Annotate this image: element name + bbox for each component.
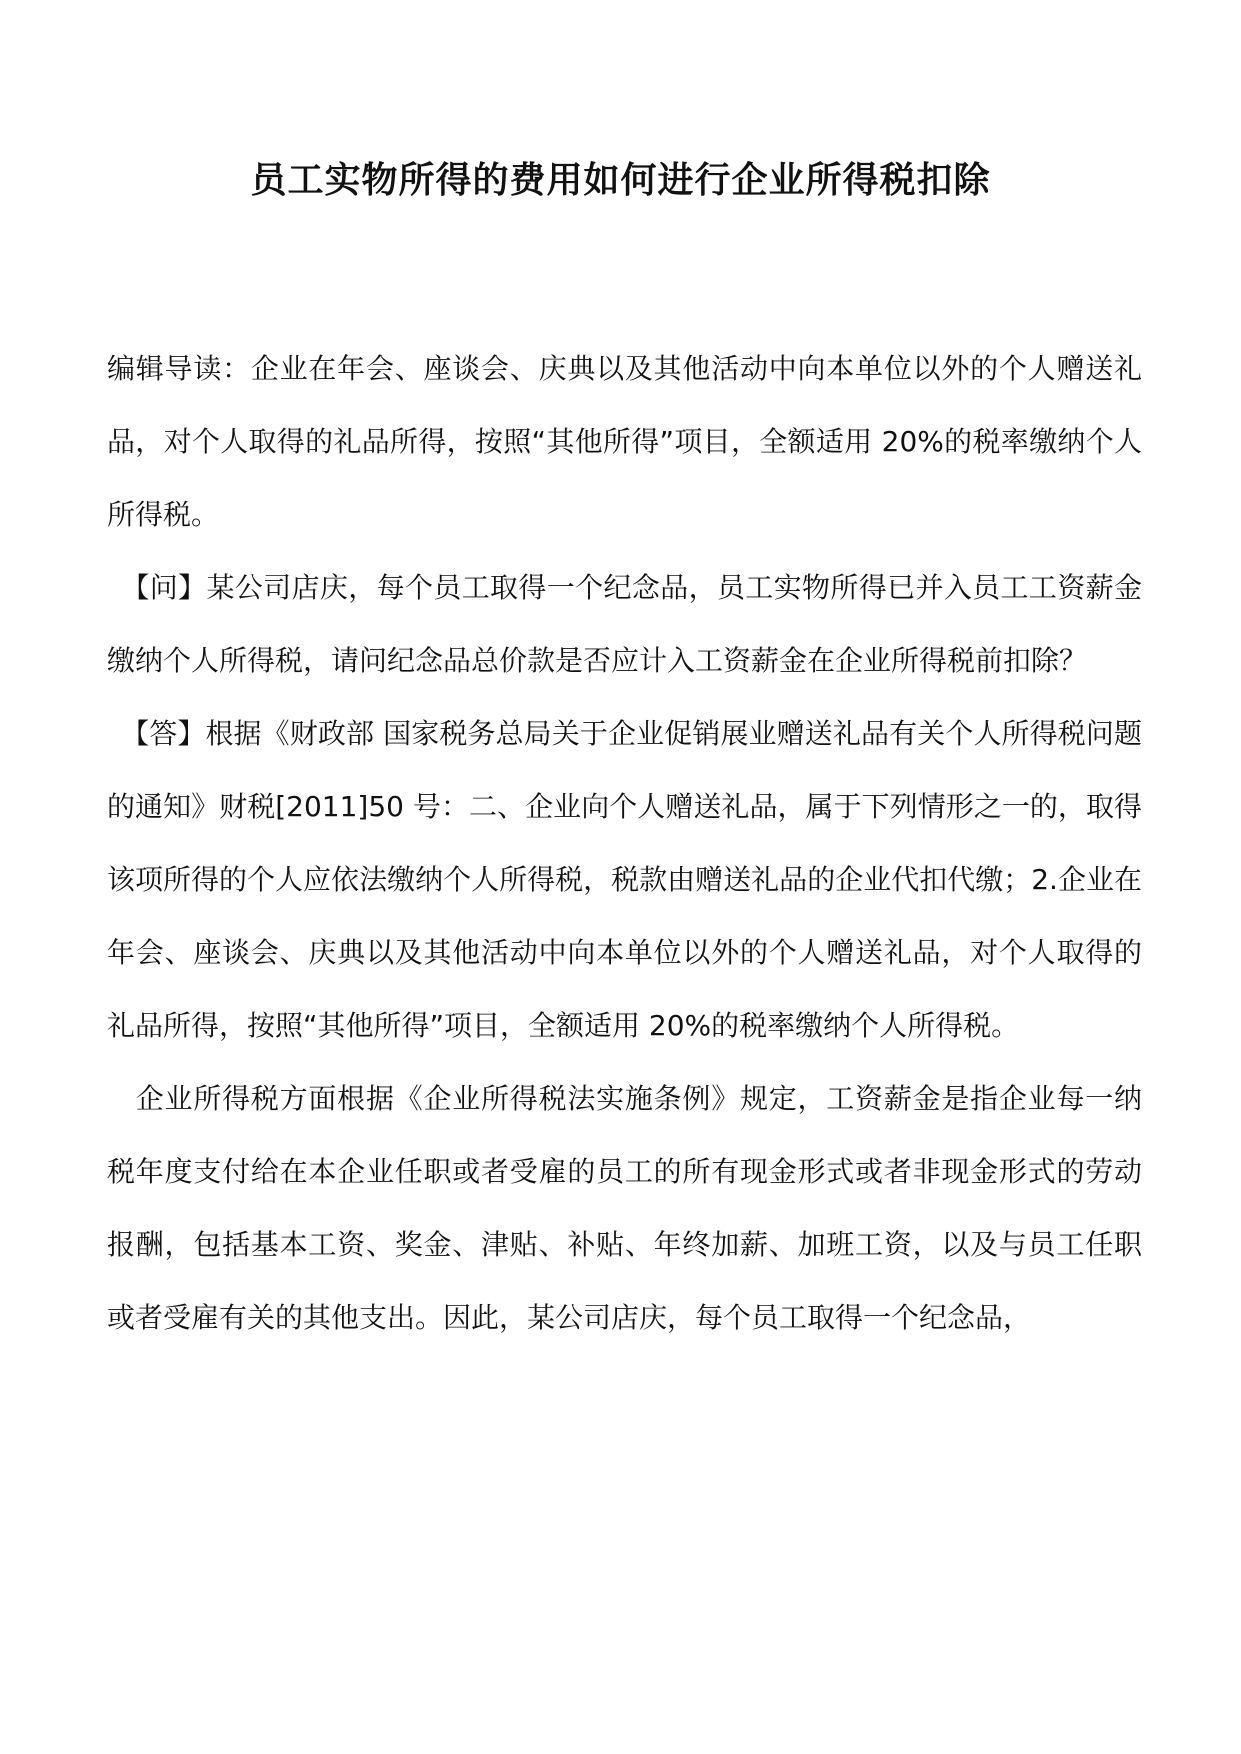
paragraph-question: 【问】某公司店庆，每个员工取得一个纪念品，员工实物所得已并入员工工资薪金缴纳个人所得税，请问纪念品总价款是否应计入工资薪金在企业所得税前扣除？: [107, 571, 1142, 677]
paragraph-answer: 【答】根据《财政部 国家税务总局关于企业促销展业赠送礼品有关个人所得税问题的通知》财税[2011]50 号：二、企业向个人赠送礼品，属于下列情形之一的，取得该项所得的个人应依法缴纳个人所得税，税款由赠送礼品的企业代扣代缴；2.企业在年会、座谈会、庆典以及其他活动中向本单位以外的个人赠送礼品，对个人取得的礼品所得，按照“其他所得”项目，全额适用 20%的税率缴纳个人所得税。: [107, 717, 1142, 1042]
paragraph-corporate-tax: 企业所得税方面根据《企业所得税法实施条例》规定，工资薪金是指企业每一纳税年度支付给在本企业任职或者受雇的员工的所有现金形式或者非现金形式的劳动报酬，包括基本工资、奖金、津贴、补贴、年终加薪、加班工资，以及与员工任职或者受雇有关的其他支出。因此，某公司店庆，每个员工取得一个纪念品，: [107, 1082, 1142, 1334]
document-title: 员工实物所得的费用如何进行企业所得税扣除: [250, 159, 991, 201]
document-body: [107, 332, 1142, 1354]
paragraph-editorial-intro: 编辑导读：企业在年会、座谈会、庆典以及其他活动中向本单位以外的个人赠送礼品，对个人取得的礼品所得，按照“其他所得”项目，全额适用 20%的税率缴纳个人所得税。: [107, 352, 1142, 531]
